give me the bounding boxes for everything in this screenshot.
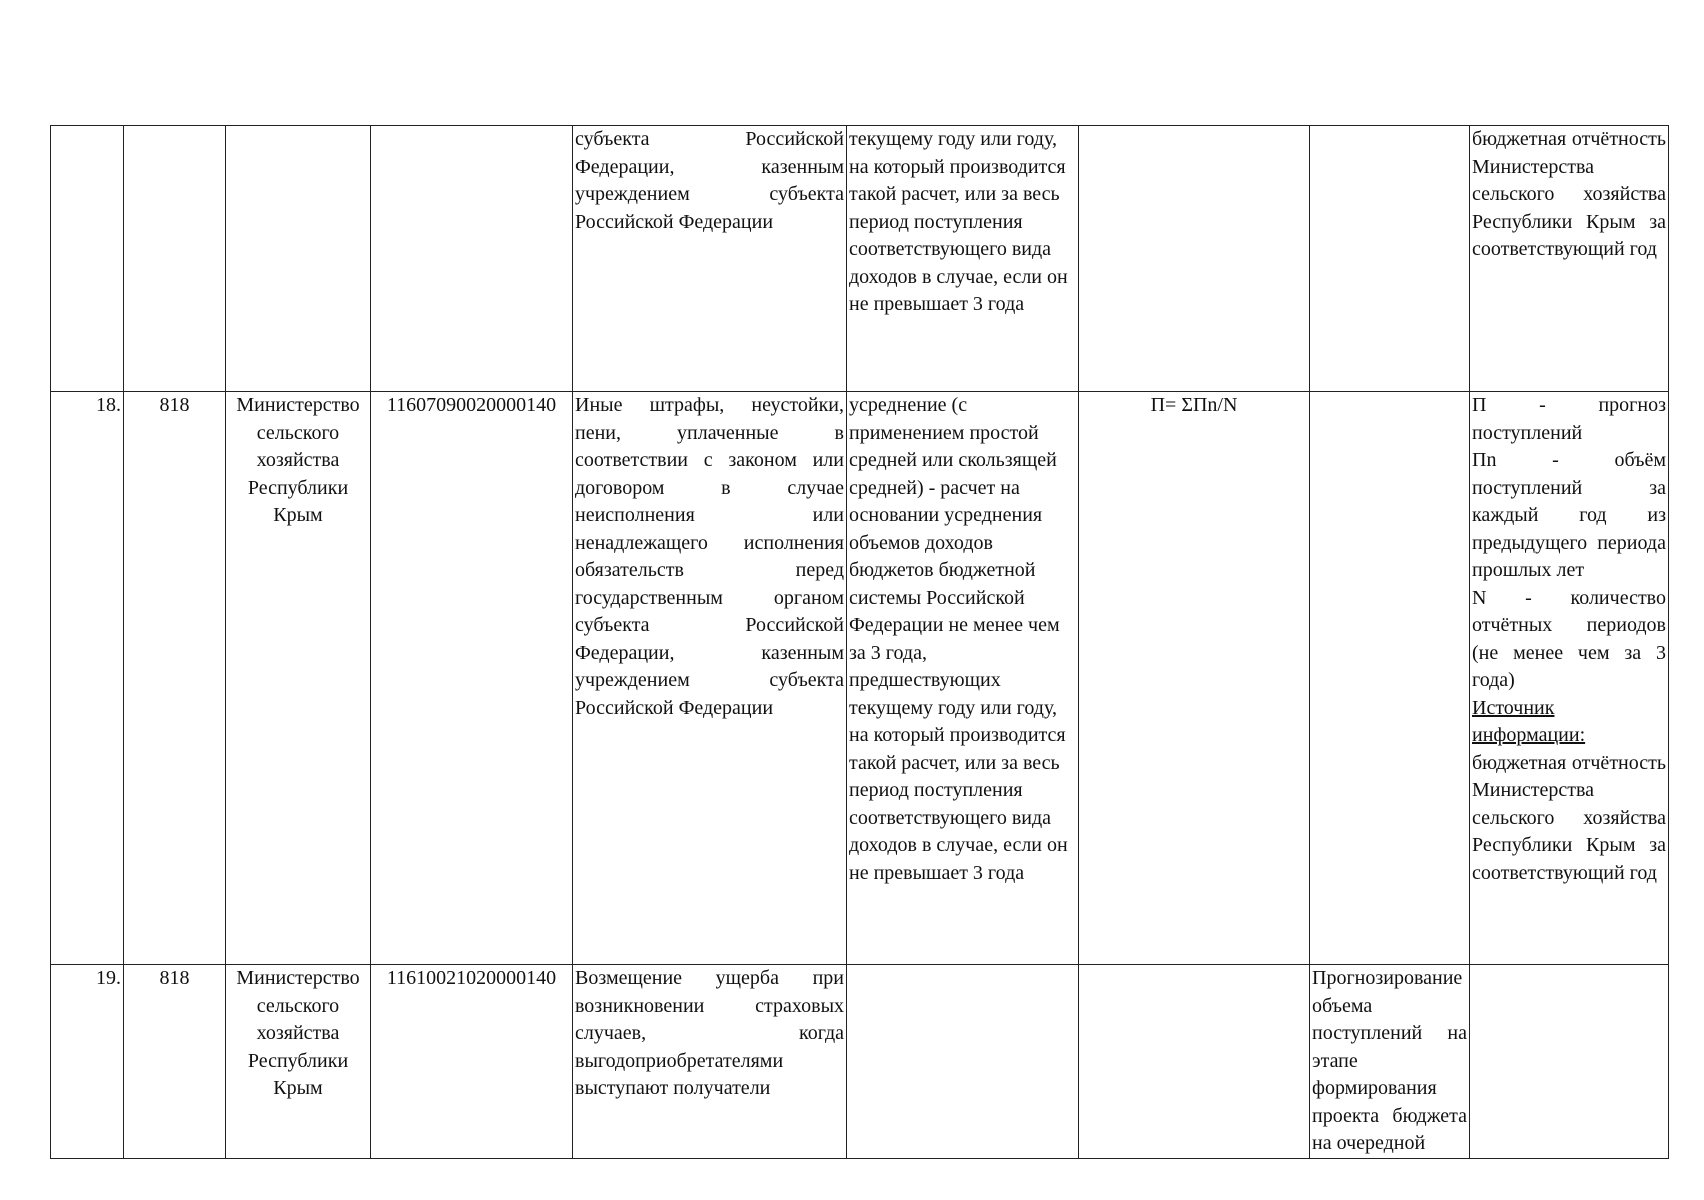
source-cell: бюджетная отчётность Министерства сельского хозяйства Республики Крым за соответствующий год (1470, 126, 1669, 392)
administrator-cell: Министерство сельского хозяйства Республики Крым (226, 392, 371, 965)
row-number-cell: 18. (51, 392, 124, 965)
source-info-text: бюджетная отчётность Министерства сельского хозяйства Республики Крым за соответствующий год (1472, 751, 1666, 884)
table-row (51, 126, 1669, 392)
source-periods-definition: N - количество отчётных периодов (не менее чем за 3 года) (1472, 586, 1666, 691)
code-cell (124, 126, 226, 392)
formula-cell (1079, 126, 1310, 392)
row-number-cell: 19. (51, 965, 124, 1159)
revenue-name-cell: субъекта Российской Федерации, казенным учреждением субъекта Российской Федерации (573, 126, 847, 392)
method-cell (847, 965, 1079, 1159)
method-cell: текущему году или году, на который производится такой расчет, или за весь период поступления соответствующего вида доходов в случае, если он не превышает 3 года (847, 126, 1079, 392)
table-row (51, 392, 1669, 965)
source-forecast-definition: П - прогноз поступлений (1472, 394, 1666, 444)
formula-cell: П= ΣПn/N (1079, 392, 1310, 965)
administrator-cell: Министерство сельского хозяйства Республики Крым (226, 965, 371, 1159)
algorithm-cell (1310, 392, 1470, 965)
administrator-cell (226, 126, 371, 392)
table-row (51, 965, 1669, 1159)
kbk-cell (371, 126, 573, 392)
code-cell: 818 (124, 965, 226, 1159)
revenue-name-cell: Иные штрафы, неустойки, пени, уплаченные в соответствии с законом или договором в случае неисполнения или ненадлежащего исполнения обязательств перед государственным органом субъекта Российской Федерации, казенным учреждением субъекта Российской Федерации (573, 392, 847, 965)
kbk-cell: 11607090020000140 (371, 392, 573, 965)
code-cell: 818 (124, 392, 226, 965)
method-cell: усреднение (с применением простой средней или скользящей средней) - расчет на основании усреднения объемов доходов бюджетов бюджетной системы Российской Федерации не менее чем за 3 года, предшествующих текущему году или году, на который производится такой расчет, или за весь период поступления соответствующего вида доходов в случае, если он не превышает 3 года (847, 392, 1079, 965)
revenue-forecast-table (50, 125, 1669, 1159)
source-volume-definition: Пn - объём поступлений за каждый год из предыдущего периода прошлых лет (1472, 449, 1666, 581)
algorithm-cell: Прогнозирование объема поступлений на этапе формирования проекта бюджета на очередной (1310, 965, 1470, 1159)
source-info-label: Источник информации: (1472, 696, 1586, 746)
revenue-name-cell: Возмещение ущерба при возникновении страховых случаев, когда выгодоприобретателями выступают получатели (573, 965, 847, 1159)
kbk-cell: 11610021020000140 (371, 965, 573, 1159)
formula-cell (1079, 965, 1310, 1159)
row-number-cell (51, 126, 124, 392)
algorithm-cell (1310, 126, 1470, 392)
source-cell (1470, 392, 1669, 965)
source-cell (1470, 965, 1669, 1159)
